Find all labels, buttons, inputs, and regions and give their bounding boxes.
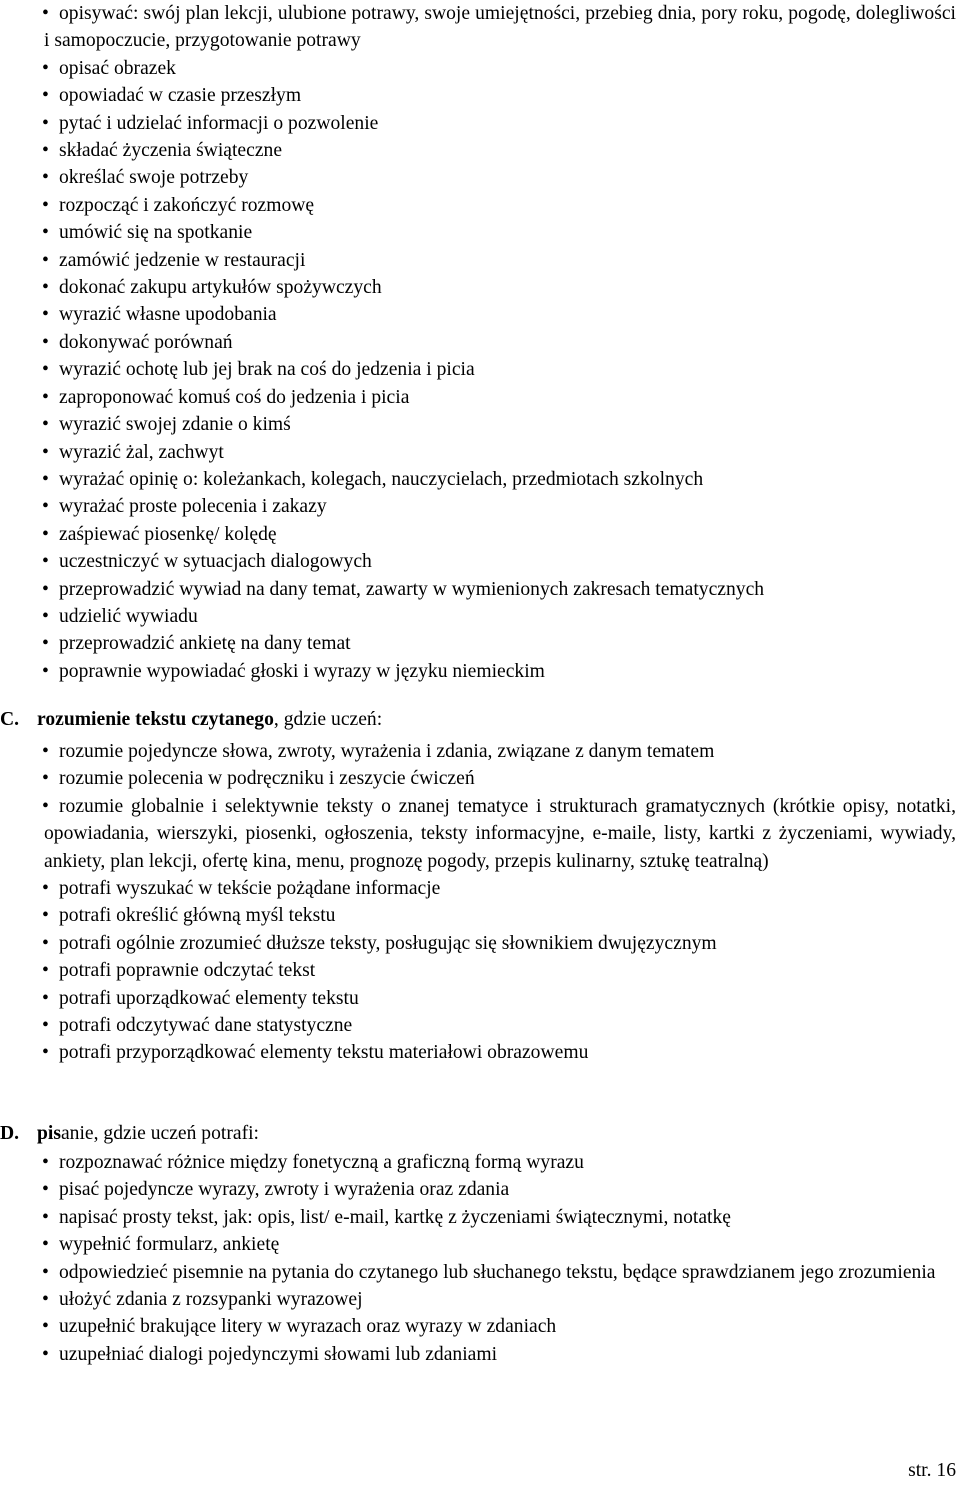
list-item-text: • opisać obrazek xyxy=(59,57,176,79)
list-item-text: • udzielić wywiadu xyxy=(59,605,198,627)
list-item-text: • wyrazić swojej zdanie o kimś xyxy=(59,414,291,436)
list-item-text: • ułożyć zdania z rozsypanki wyrazowej xyxy=(59,1289,363,1311)
section-d-title: pis xyxy=(37,1123,61,1144)
list-item xyxy=(44,219,956,246)
section-c-heading xyxy=(0,706,382,733)
list-item xyxy=(44,274,956,301)
list-item-text: • określać swoje potrzeby xyxy=(59,167,249,189)
list-item xyxy=(44,192,956,219)
list-item-text: • potrafi odczytywać dane statystyczne xyxy=(59,1015,353,1037)
list-item-text: • napisać prosty tekst, jak: opis, list/ e-mail, kartkę z życzeniami świątecznymi, notatkę xyxy=(59,1206,731,1228)
list-item-text: • rozpoznawać różnice między fonetyczną a graficzną formą wyrazu xyxy=(59,1152,584,1173)
list-item-text: • zamówić jedzenie w restauracji xyxy=(59,249,306,271)
section-d-heading xyxy=(0,1120,259,1147)
section-d-title-rest: anie, gdzie uczeń potrafi: xyxy=(60,1123,259,1144)
list-item xyxy=(44,466,956,493)
list-item-text: • wyrazić żal, zachwyt xyxy=(59,441,224,463)
list-item xyxy=(44,0,956,55)
list-item xyxy=(44,875,956,902)
list-item-text: • potrafi uporządkować elementy tekstu xyxy=(59,987,359,1009)
list-item xyxy=(44,137,956,164)
list-item xyxy=(44,576,956,603)
list-item-text: • potrafi poprawnie odczytać tekst xyxy=(59,960,316,982)
list-item-text: • odpowiedzieć pisemnie na pytania do czytanego lub słuchanego tekstu, będące sprawdzianem jego zrozumienia xyxy=(59,1261,936,1283)
list-item-text: • opowiadać w czasie przeszłym xyxy=(59,85,302,107)
list-item-text: • rozumie pojedyncze słowa, zwroty, wyrażenia i zdania, związane z danym tematem xyxy=(59,741,715,762)
list-item xyxy=(44,439,956,466)
list-item-text: • pytać i udzielać informacji o pozwolenie xyxy=(59,112,379,134)
list-item-text: • uzupełniać dialogi pojedynczymi słowami lub zdaniami xyxy=(59,1343,498,1365)
list-item xyxy=(44,630,956,657)
section-c-list xyxy=(44,738,956,1067)
list-item-text: • potrafi przyporządkować elementy tekstu materiałowi obrazowemu xyxy=(59,1042,589,1064)
list-item-text: • wypełnić formularz, ankietę xyxy=(59,1234,280,1256)
page-number: str. 16 xyxy=(908,1460,956,1481)
list-item xyxy=(44,1149,956,1176)
list-item-text: • rozumie globalnie i selektywnie teksty o znanej tematyce i strukturach gramatycznych (krótkie opisy, notatki, opowiadania, wierszyki, piosenki, ogłoszenia, teksty informacyjne, e-maile, listy, kartki z życzeniami, wywiady, ankiety, plan lekcji, ofertę kina, menu, prognozę pogody, przepis kulinarny, sztukę teatralną) xyxy=(44,795,956,872)
list-item-text: • opisywać: swój plan lekcji, ulubione potrawy, swoje umiejętności, przebieg dnia, pory roku, pogodę, dolegliwości i samopoczucie, przygotowanie potrawy xyxy=(44,3,956,52)
list-item-text: • zaśpiewać piosenkę/ kolędę xyxy=(59,523,277,545)
list-item-text: • uzupełnić brakujące litery w wyrazach oraz wyrazy w zdaniach xyxy=(59,1316,557,1338)
list-item-text: • pisać pojedyncze wyrazy, zwroty i wyrażenia oraz zdania xyxy=(59,1179,510,1201)
list-item xyxy=(44,521,956,548)
section-c-letter: C. xyxy=(0,709,20,730)
skills-list-speaking xyxy=(44,0,956,685)
list-item-text: • dokonać zakupu artykułów spożywczych xyxy=(59,277,382,299)
list-item xyxy=(44,957,956,984)
list-item xyxy=(44,793,956,875)
list-item xyxy=(44,247,956,274)
list-item xyxy=(44,384,956,411)
list-item xyxy=(44,301,956,328)
list-item-text: • potrafi wyszukać w tekście pożądane informacje xyxy=(59,878,441,900)
list-item-text: • zaproponować komuś coś do jedzenia i picia xyxy=(59,386,410,408)
list-item-text: • rozumie polecenia w podręczniku i zeszycie ćwiczeń xyxy=(59,768,475,790)
list-item xyxy=(44,1313,956,1340)
list-item xyxy=(44,930,956,957)
list-item xyxy=(44,1176,956,1203)
list-item xyxy=(44,658,956,685)
list-item xyxy=(44,110,956,137)
list-item-text: • rozpocząć i zakończyć rozmowę xyxy=(59,194,315,216)
list-item xyxy=(44,329,956,356)
list-item xyxy=(44,82,956,109)
list-item xyxy=(44,603,956,630)
list-item-text: • dokonywać porównań xyxy=(59,331,233,353)
list-item xyxy=(44,985,956,1012)
list-item-text: • wyrazić ochotę lub jej brak na coś do jedzenia i picia xyxy=(59,359,475,381)
list-item xyxy=(44,411,956,438)
list-item-text: • uczestniczyć w sytuacjach dialogowych xyxy=(59,551,372,573)
list-item xyxy=(44,164,956,191)
list-item-text: • wyrażać opinię o: koleżankach, kolegach, nauczycielach, przedmiotach szkolnych xyxy=(59,468,704,490)
list-item xyxy=(44,548,956,575)
list-item xyxy=(44,1231,956,1258)
list-item xyxy=(44,356,956,383)
list-item xyxy=(44,55,956,82)
list-item xyxy=(44,1012,956,1039)
list-item-text: • składać życzenia świąteczne xyxy=(59,140,283,162)
list-item xyxy=(44,1286,956,1313)
section-c-title-rest: , gdzie uczeń: xyxy=(273,709,383,730)
section-d-list xyxy=(44,1149,956,1368)
list-item xyxy=(44,765,956,792)
list-item-text: • przeprowadzić ankietę na dany temat xyxy=(59,633,351,655)
list-item xyxy=(44,493,956,520)
list-item xyxy=(44,1341,956,1368)
list-item-text: • potrafi ogólnie zrozumieć dłuższe teksty, posługując się słownikiem dwujęzycznym xyxy=(59,932,717,954)
list-item-text: • przeprowadzić wywiad na dany temat, zawarty w wymienionych zakresach tematycznych xyxy=(59,578,765,600)
list-item-text: • potrafi określić główną myśl tekstu xyxy=(59,905,336,927)
list-item xyxy=(44,1259,956,1286)
list-item-text: • poprawnie wypowiadać głoski i wyrazy w języku niemieckim xyxy=(59,660,545,682)
list-item xyxy=(44,902,956,929)
list-item-text: • umówić się na spotkanie xyxy=(59,222,253,244)
list-item xyxy=(44,1204,956,1231)
section-c-title: rozumienie tekstu czytanego xyxy=(37,709,274,730)
list-item xyxy=(44,1039,956,1066)
list-item-text: • wyrażać proste polecenia i zakazy xyxy=(59,496,327,518)
list-item xyxy=(44,738,956,765)
section-d-letter: D. xyxy=(0,1123,20,1144)
list-item-text: • wyrazić własne upodobania xyxy=(59,304,277,326)
